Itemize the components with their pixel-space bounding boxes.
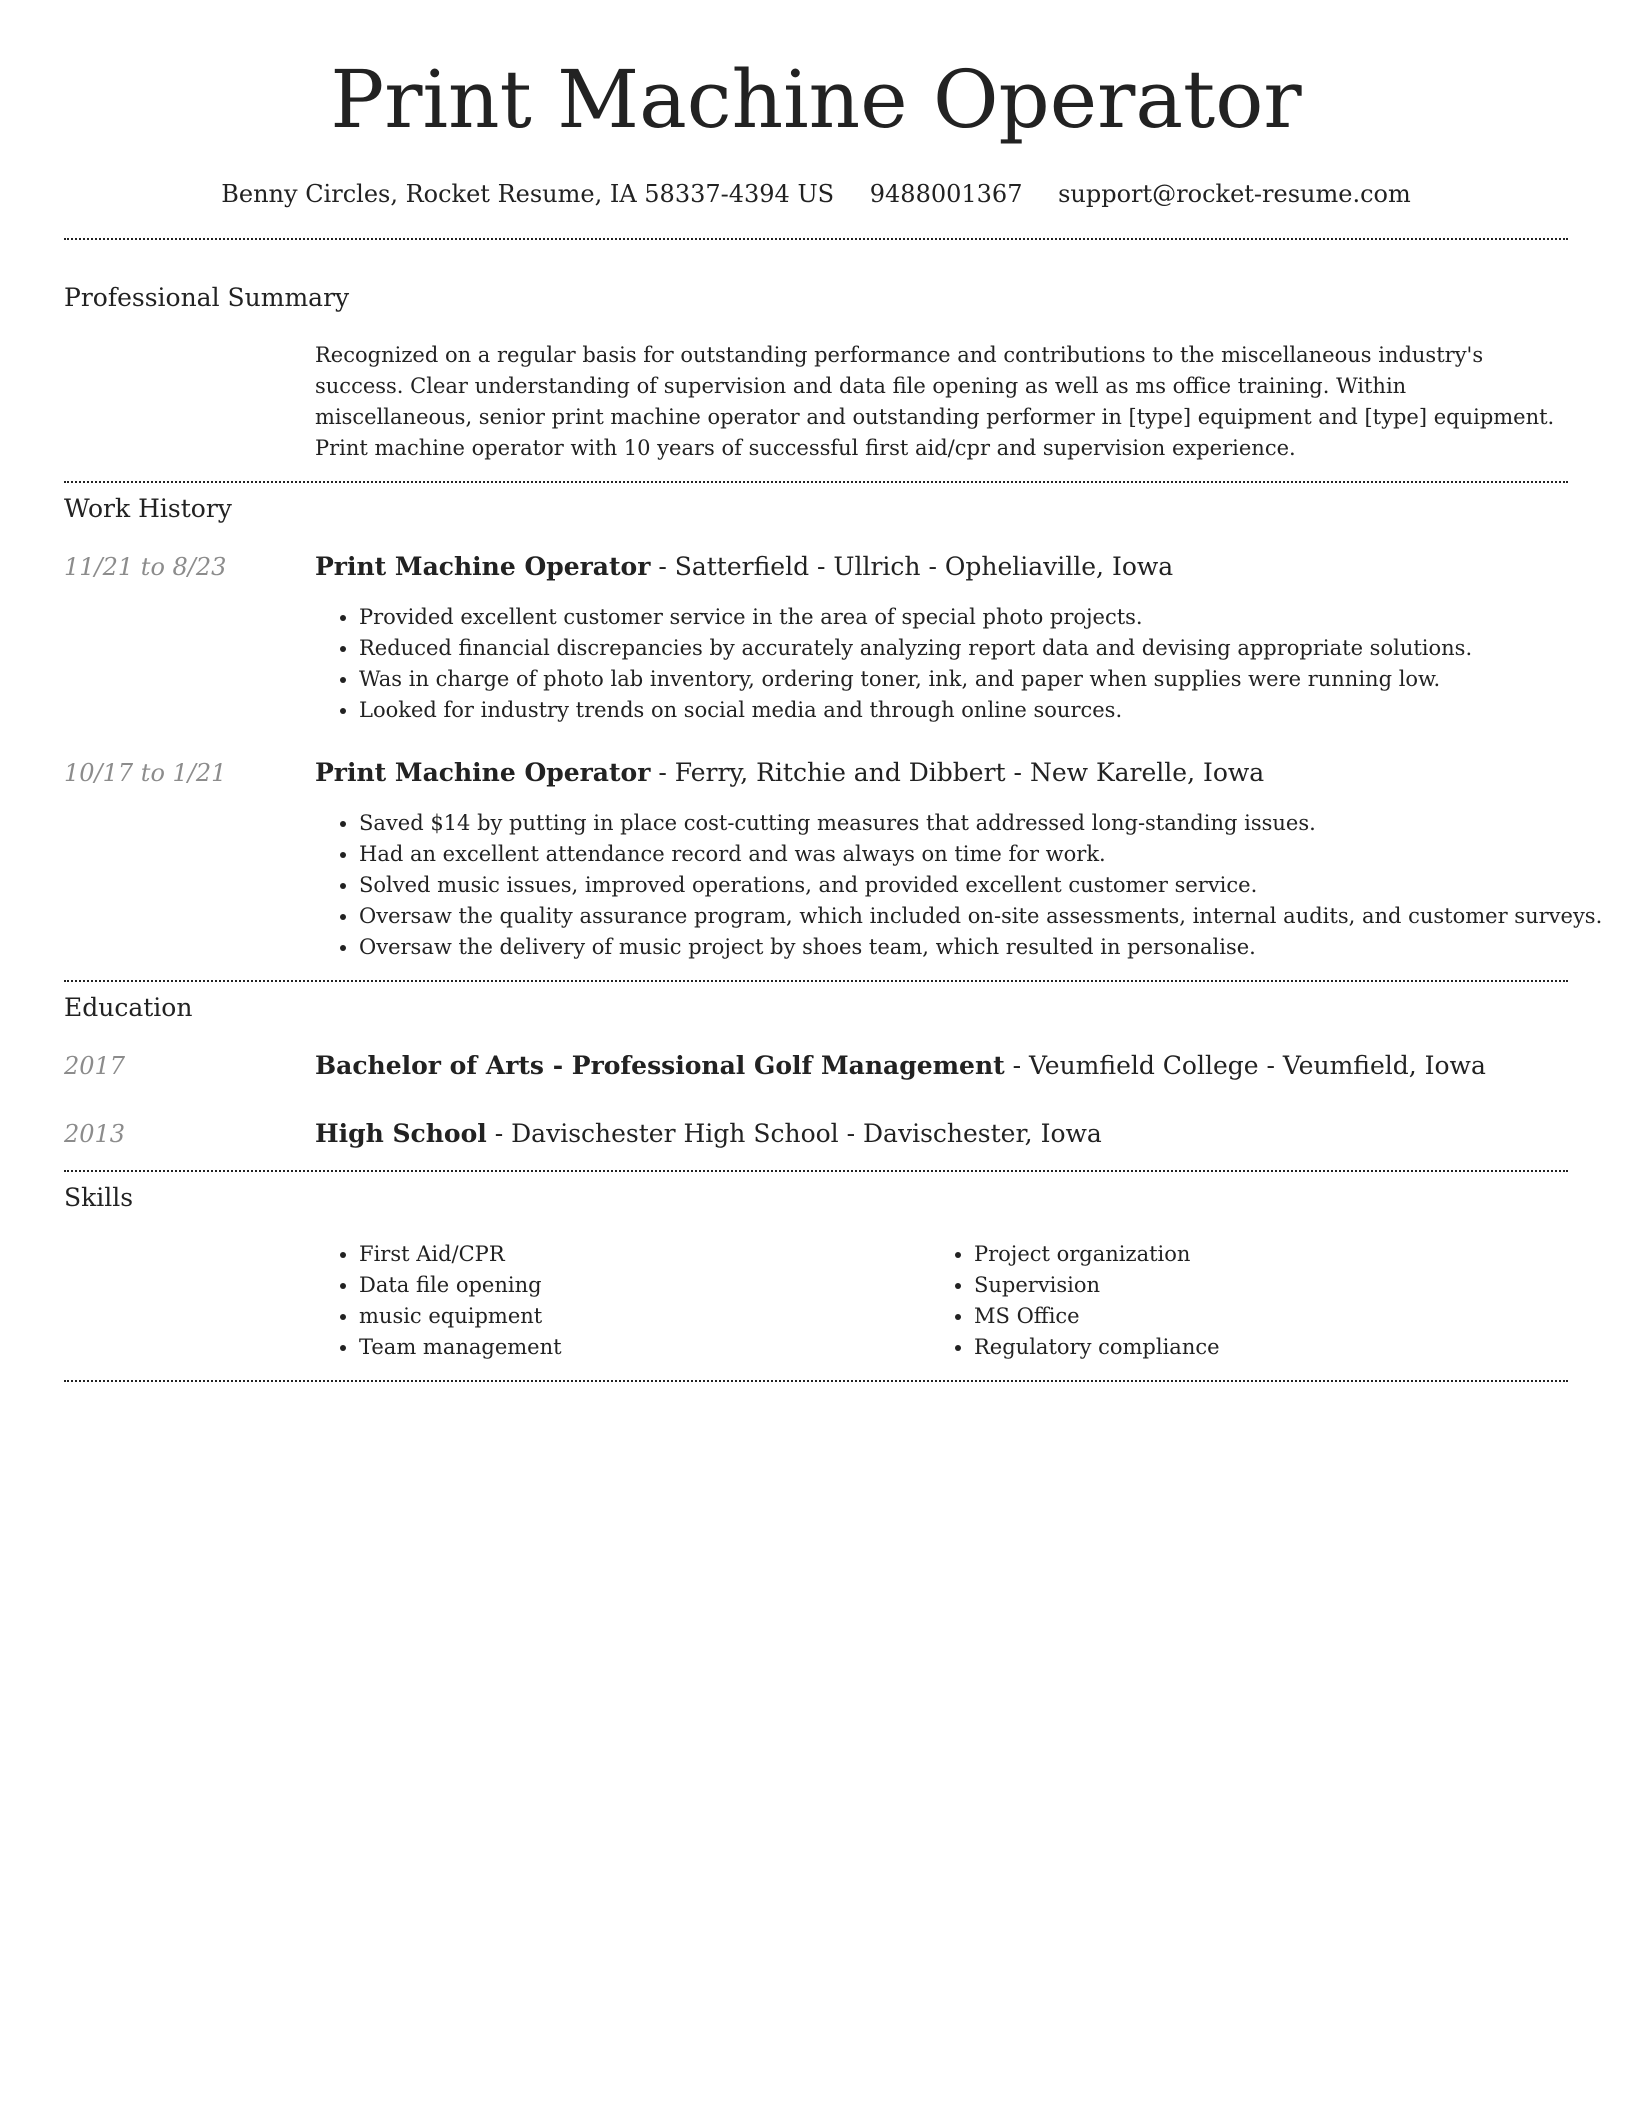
skill-item: • Project organization <box>974 1239 1220 1270</box>
job-dates: 11/21 to 8/23 <box>64 553 227 581</box>
resume-page <box>64 0 1603 1359</box>
education-title <box>315 1119 1102 1148</box>
divider-education <box>64 1170 1568 1172</box>
skill-item: • First Aid/CPR <box>359 1239 562 1270</box>
skills-list-left <box>315 1239 562 1363</box>
list-item: • Saved $14 by putting in place cost-cutting measures that addressed long-standing issues. <box>359 808 1602 839</box>
skill-item: • Regulatory compliance <box>974 1332 1220 1363</box>
list-item: • Was in charge of photo lab inventory, ordering toner, ink, and paper when supplies were running low. <box>359 664 1472 695</box>
section-title-summary: Professional Summary <box>64 283 350 312</box>
skills-list-right <box>930 1239 1220 1363</box>
divider-summary <box>64 481 1568 483</box>
list-item: • Solved music issues, improved operations, and provided excellent customer service. <box>359 870 1602 901</box>
divider-header <box>64 238 1568 240</box>
list-item: • Reduced financial discrepancies by accurately analyzing report data and devising appropriate solutions. <box>359 633 1472 664</box>
skill-item: • Supervision <box>974 1270 1220 1301</box>
contact-phone: 9488001367 <box>869 180 1023 208</box>
job-dates: 10/17 to 1/21 <box>64 759 227 787</box>
list-item: • Looked for industry trends on social media and through online sources. <box>359 695 1472 726</box>
education-details: - Veumfield College - Veumfield, Iowa <box>1004 1051 1486 1080</box>
contact-line <box>64 180 1568 208</box>
list-item: • Had an excellent attendance record and was always on time for work. <box>359 839 1602 870</box>
contact-email: support@rocket-resume.com <box>1058 180 1411 208</box>
list-item: • Oversaw the quality assurance program, which included on-site assessments, internal audits, and customer surveys. <box>359 901 1602 932</box>
skill-item: • Data file opening <box>359 1270 562 1301</box>
section-title-skills: Skills <box>64 1183 134 1212</box>
job-bullets <box>315 602 1472 726</box>
section-title-work: Work History <box>64 494 232 523</box>
divider-work <box>64 980 1568 982</box>
resume-title: Print Machine Operator <box>330 53 1302 146</box>
education-details: - Davischester High School - Davischester, Iowa <box>486 1119 1102 1148</box>
contact-address: Benny Circles, Rocket Resume, IA 58337-4394 US <box>221 180 835 208</box>
job-title <box>315 552 1173 581</box>
list-item: • Provided excellent customer service in the area of special photo projects. <box>359 602 1472 633</box>
skill-item: • Team management <box>359 1332 562 1363</box>
education-title <box>315 1051 1486 1080</box>
education-degree: High School <box>315 1119 487 1148</box>
list-item: • Oversaw the delivery of music project by shoes team, which resulted in personalise. <box>359 932 1602 963</box>
job-bullets <box>315 808 1602 963</box>
education-year: 2013 <box>64 1120 126 1148</box>
job-role: Print Machine Operator <box>315 758 651 787</box>
job-details: - Ferry, Ritchie and Dibbert - New Karelle, Iowa <box>650 758 1265 787</box>
education-year: 2017 <box>64 1052 126 1080</box>
job-role: Print Machine Operator <box>315 552 651 581</box>
education-degree: Bachelor of Arts - Professional Golf Management <box>315 1051 1005 1080</box>
section-title-education: Education <box>64 993 193 1022</box>
skill-item: • music equipment <box>359 1301 562 1332</box>
summary-text: Recognized on a regular basis for outstanding performance and contributions to the miscellaneous industry's success. Clear understanding of supervision and data file opening as well as ms office training. Within miscellaneous, senior print machine operator and outstanding performer in [type] equipment and [type] equipment. Print machine operator with 10 years of successful first aid/cpr and supervision experience. <box>315 343 1555 460</box>
skill-item: • MS Office <box>974 1301 1220 1332</box>
divider-skills <box>64 1380 1568 1382</box>
job-details: - Satterfield - Ullrich - Opheliaville, Iowa <box>650 552 1174 581</box>
job-title <box>315 758 1264 787</box>
